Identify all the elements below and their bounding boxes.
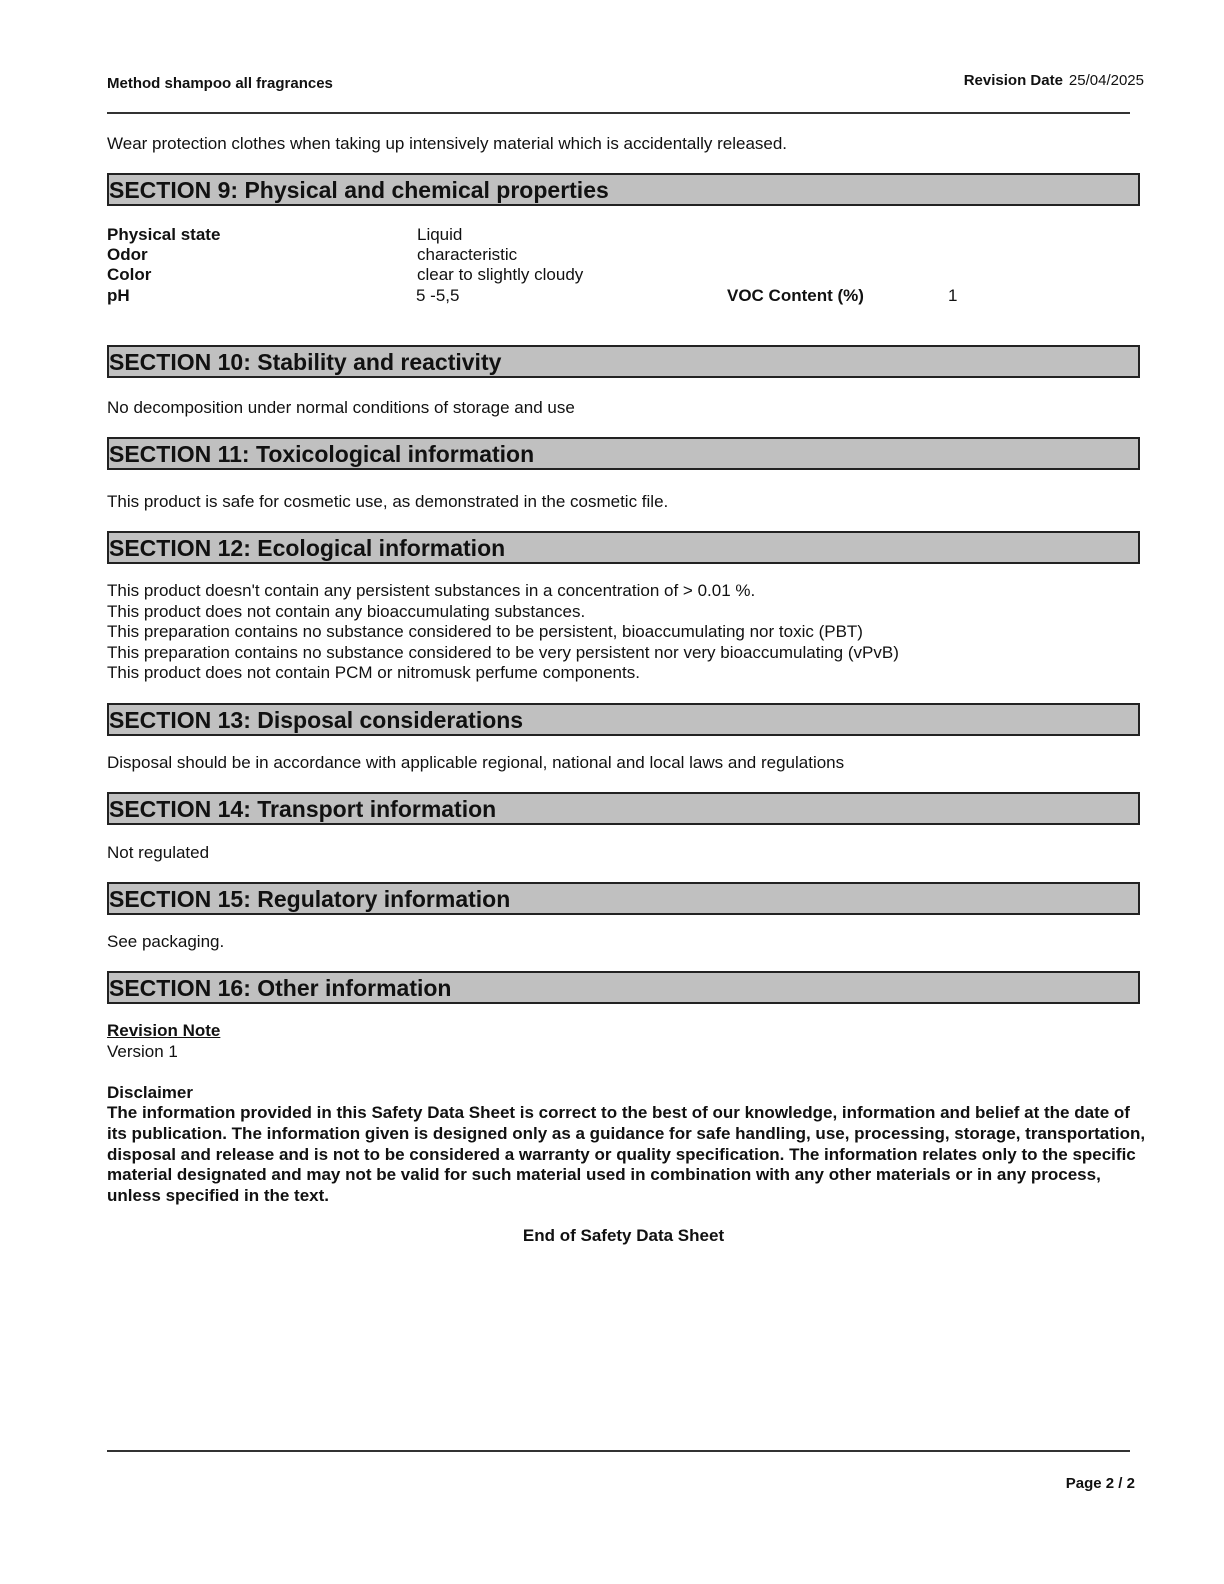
- section-9-header: [107, 173, 1140, 206]
- section-14-text: Not regulated: [107, 843, 210, 862]
- section-13-text: Disposal should be in accordance with applicable regional, national and local laws and regulations: [107, 753, 845, 772]
- section-16-title: SECTION 16: Other information: [109, 975, 452, 1001]
- revision-date: [964, 72, 1144, 89]
- prop-value-color: clear to slightly cloudy: [417, 265, 584, 284]
- section-12-lines: [107, 581, 899, 684]
- section-15-header: [107, 882, 1140, 915]
- section-13-title: SECTION 13: Disposal considerations: [109, 707, 524, 733]
- prop-value-odor: characteristic: [417, 245, 518, 264]
- section-15-text: See packaging.: [107, 932, 225, 951]
- prop-value-physical-state: Liquid: [417, 225, 463, 244]
- section-11-header: [107, 437, 1140, 470]
- section-10-text: No decomposition under normal conditions of storage and use: [107, 398, 575, 417]
- section-10-header: [107, 345, 1140, 378]
- section-11-title: SECTION 11: Toxicological information: [109, 441, 535, 467]
- revision-date-value: 25/04/2025: [1068, 72, 1144, 89]
- prop-label-odor: Odor: [107, 245, 148, 264]
- end-of-sheet: End of Safety Data Sheet: [522, 1226, 725, 1245]
- section-16-header: [107, 971, 1140, 1004]
- prop-label-physical-state: Physical state: [107, 225, 221, 244]
- eco-line: This product doesn't contain any persistent substances in a concentration of > 0.01 %.: [107, 581, 756, 600]
- disclaimer-text: The information provided in this Safety Data Sheet is correct to the best of our knowledge, information and belief at the date of its publication. The information given is designed only as a guidance for safe handling, use, processing, storage, transportation, disposal and release and is not to be considered a warranty or quality specification. The information relates only to the specific material designated and may not be valid for such material used in combination with any other materials or in any process, unless specified in the text.: [107, 1103, 1146, 1206]
- section-14-title: SECTION 14: Transport information: [109, 796, 497, 822]
- section-9-title: SECTION 9: Physical and chemical properties: [109, 177, 609, 203]
- eco-line: This product does not contain PCM or nitromusk perfume components.: [107, 663, 640, 682]
- intro-text: Wear protection clothes when taking up intensively material which is accidentally released.: [107, 134, 788, 153]
- section-10-title: SECTION 10: Stability and reactivity: [109, 349, 502, 375]
- prop-value-ph: 5 -5,5: [416, 286, 460, 305]
- footer-divider: [107, 1450, 1130, 1452]
- section-12-header: [107, 531, 1140, 564]
- eco-line: This preparation contains no substance considered to be very persistent nor very bioaccumulating (vPvB): [107, 642, 899, 662]
- revision-note-value: Version 1: [107, 1042, 178, 1061]
- prop-label-ph: pH: [107, 286, 130, 305]
- prop-value-voc: 1: [948, 286, 958, 305]
- prop-label-voc: VOC Content (%): [727, 286, 864, 305]
- disclaimer-label: Disclaimer: [107, 1083, 193, 1102]
- eco-line: This preparation contains no substance considered to be persistent, bioaccumulating nor toxic (PBT): [107, 622, 863, 641]
- prop-label-color: Color: [107, 265, 152, 284]
- page-number: Page 2 / 2: [1065, 1475, 1135, 1492]
- section-14-header: [107, 792, 1140, 825]
- section-13-header: [107, 703, 1140, 736]
- product-name: Method shampoo all fragrances: [107, 75, 333, 92]
- section-11-text: This product is safe for cosmetic use, as demonstrated in the cosmetic file.: [107, 492, 669, 511]
- eco-line: This product does not contain any bioaccumulating substances.: [107, 601, 586, 621]
- revision-date-label: Revision Date: [963, 72, 1063, 89]
- section-15-title: SECTION 15: Regulatory information: [109, 886, 511, 912]
- header-divider: [107, 112, 1130, 114]
- section-12-title: SECTION 12: Ecological information: [109, 535, 506, 561]
- revision-note-label: Revision Note: [107, 1021, 221, 1040]
